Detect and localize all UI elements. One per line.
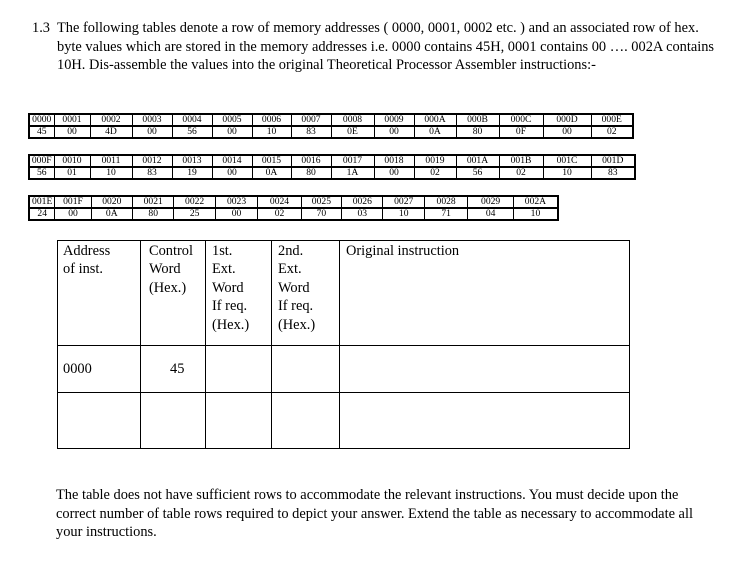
header-line: (Hex.) — [212, 316, 250, 333]
memory-address-cell: 0018 — [374, 155, 414, 167]
memory-value-cell: 1A — [331, 167, 374, 179]
memory-address-cell: 0003 — [132, 114, 172, 126]
memory-address-cell: 0008 — [331, 114, 374, 126]
memory-value-cell: 45 — [29, 126, 54, 138]
cell-second-ext-word[interactable] — [272, 393, 340, 449]
header-line: Original instruction — [346, 243, 460, 259]
header-second-ext-word — [272, 241, 340, 346]
header-line: of inst. — [63, 261, 103, 278]
cell-first-ext-word[interactable] — [206, 346, 272, 393]
memory-value-cell: 4D — [90, 126, 132, 138]
memory-value-cell: 56 — [456, 167, 499, 179]
address-row — [29, 155, 635, 167]
memory-value-cell: 03 — [342, 208, 383, 220]
memory-address-cell: 0016 — [291, 155, 331, 167]
memory-address-cell: 001E — [29, 196, 55, 208]
memory-value-cell: 00 — [212, 126, 252, 138]
memory-value-cell: 80 — [291, 167, 331, 179]
memory-address-cell: 0019 — [414, 155, 456, 167]
memory-address-cell: 0022 — [174, 196, 215, 208]
memory-address-cell: 002A — [513, 196, 558, 208]
memory-address-cell: 0006 — [252, 114, 291, 126]
memory-address-cell: 0000 — [29, 114, 54, 126]
memory-address-cell: 001B — [499, 155, 543, 167]
header-line: (Hex.) — [278, 316, 316, 333]
memory-value-cell: 71 — [424, 208, 467, 220]
memory-address-cell: 0026 — [342, 196, 383, 208]
memory-value-cell: 0A — [91, 208, 132, 220]
memory-address-cell: 000C — [499, 114, 543, 126]
cell-address[interactable] — [58, 393, 141, 449]
memory-value-cell: 0A — [252, 167, 291, 179]
question-number: 1.3 — [32, 20, 50, 36]
header-line: Address — [63, 243, 111, 259]
value-row — [29, 126, 633, 138]
answer-row — [58, 346, 630, 393]
memory-address-cell: 0029 — [468, 196, 514, 208]
memory-value-cell: 00 — [55, 208, 91, 220]
memory-address-cell: 001C — [543, 155, 591, 167]
memory-address-cell: 000F — [29, 155, 54, 167]
memory-value-cell: 00 — [212, 167, 252, 179]
memory-address-cell: 0007 — [291, 114, 331, 126]
memory-value-cell: 04 — [468, 208, 514, 220]
memory-address-cell: 0012 — [132, 155, 172, 167]
memory-table-3 — [28, 195, 559, 221]
memory-address-cell: 000B — [456, 114, 499, 126]
memory-address-cell: 000D — [543, 114, 591, 126]
header-control-word — [141, 241, 206, 346]
header-original-instruction — [340, 241, 630, 346]
memory-value-cell: 70 — [301, 208, 341, 220]
memory-address-cell: 0023 — [215, 196, 257, 208]
memory-value-cell: 19 — [172, 167, 212, 179]
memory-value-cell: 10 — [513, 208, 558, 220]
header-line: If req. — [212, 298, 248, 315]
instructions-note: The table does not have sufficient rows to accommodate the relevant instructions. You must decide upon the correct number of table rows required to depict your answer. Extend the table as necessary to accommodate all your instructions. — [56, 487, 693, 540]
cell-first-ext-word[interactable] — [206, 393, 272, 449]
memory-address-cell: 000E — [591, 114, 633, 126]
cell-control-word[interactable] — [141, 393, 206, 449]
question-text: The following tables denote a row of memory addresses ( 0000, 0001, 0002 etc. ) and an associated row of hex. byte values which are stored in the memory addresses i.e. 0000 contains 45H, 0001 contains 00 …. 002A contains 10H. Dis-assemble the values into the original Theoretical Processor Assembler instructions:- — [57, 20, 715, 73]
answer-table — [57, 240, 630, 449]
memory-address-cell: 000A — [414, 114, 456, 126]
answer-row — [58, 393, 630, 449]
answer-header-row — [58, 241, 630, 346]
address-row — [29, 114, 633, 126]
memory-value-cell: 01 — [54, 167, 90, 179]
memory-value-cell: 56 — [29, 167, 54, 179]
memory-address-cell: 0002 — [90, 114, 132, 126]
header-line: (Hex.) — [149, 279, 187, 296]
memory-value-cell: 25 — [174, 208, 215, 220]
memory-address-cell: 001A — [456, 155, 499, 167]
header-line: If req. — [278, 298, 314, 315]
memory-value-cell: 02 — [591, 126, 633, 138]
header-line: Ext. — [212, 261, 236, 278]
memory-value-cell: 02 — [258, 208, 301, 220]
value-row — [29, 208, 558, 220]
memory-value-cell: 10 — [383, 208, 424, 220]
header-line: Ext. — [278, 261, 302, 278]
header-line: Word — [149, 261, 181, 278]
value-row — [29, 167, 635, 179]
memory-table-1 — [28, 113, 634, 139]
memory-value-cell: 0F — [499, 126, 543, 138]
cell-original-instruction[interactable] — [340, 393, 630, 449]
memory-value-cell: 10 — [90, 167, 132, 179]
header-address — [58, 241, 141, 346]
memory-value-cell: 10 — [543, 167, 591, 179]
memory-value-cell: 80 — [456, 126, 499, 138]
cell-address[interactable]: 0000 — [58, 346, 141, 393]
header-line: Word — [278, 279, 310, 296]
header-first-ext-word — [206, 241, 272, 346]
memory-value-cell: 83 — [132, 167, 172, 179]
memory-value-cell: 0E — [331, 126, 374, 138]
memory-address-cell: 0021 — [133, 196, 174, 208]
memory-address-cell: 0017 — [331, 155, 374, 167]
memory-value-cell: 00 — [374, 167, 414, 179]
address-row — [29, 196, 558, 208]
memory-address-cell: 0020 — [91, 196, 132, 208]
memory-value-cell: 02 — [499, 167, 543, 179]
memory-address-cell: 0004 — [172, 114, 212, 126]
memory-address-cell: 001D — [591, 155, 635, 167]
memory-value-cell: 83 — [591, 167, 635, 179]
memory-address-cell: 0028 — [424, 196, 467, 208]
memory-value-cell: 83 — [291, 126, 331, 138]
memory-value-cell: 56 — [172, 126, 212, 138]
header-line: Control — [149, 243, 193, 259]
memory-address-cell: 0013 — [172, 155, 212, 167]
memory-address-cell: 0011 — [90, 155, 132, 167]
memory-address-cell: 0027 — [383, 196, 424, 208]
memory-table-2 — [28, 154, 636, 180]
memory-address-cell: 0024 — [258, 196, 301, 208]
cell-original-instruction[interactable] — [340, 346, 630, 393]
header-line: 2nd. — [278, 243, 304, 259]
cell-second-ext-word[interactable] — [272, 346, 340, 393]
memory-value-cell: 00 — [543, 126, 591, 138]
memory-address-cell: 0005 — [212, 114, 252, 126]
memory-value-cell: 80 — [133, 208, 174, 220]
memory-address-cell: 0025 — [301, 196, 341, 208]
memory-value-cell: 0A — [414, 126, 456, 138]
memory-value-cell: 00 — [374, 126, 414, 138]
memory-address-cell: 001F — [55, 196, 91, 208]
memory-value-cell: 24 — [29, 208, 55, 220]
memory-address-cell: 0001 — [54, 114, 90, 126]
memory-address-cell: 0014 — [212, 155, 252, 167]
cell-control-word[interactable]: 45 — [141, 346, 206, 393]
memory-address-cell: 0010 — [54, 155, 90, 167]
memory-value-cell: 10 — [252, 126, 291, 138]
memory-value-cell: 00 — [215, 208, 257, 220]
header-line: 1st. — [212, 243, 233, 259]
memory-value-cell: 02 — [414, 167, 456, 179]
header-line: Word — [212, 279, 244, 296]
memory-address-cell: 0015 — [252, 155, 291, 167]
memory-value-cell: 00 — [54, 126, 90, 138]
memory-address-cell: 0009 — [374, 114, 414, 126]
memory-value-cell: 00 — [132, 126, 172, 138]
